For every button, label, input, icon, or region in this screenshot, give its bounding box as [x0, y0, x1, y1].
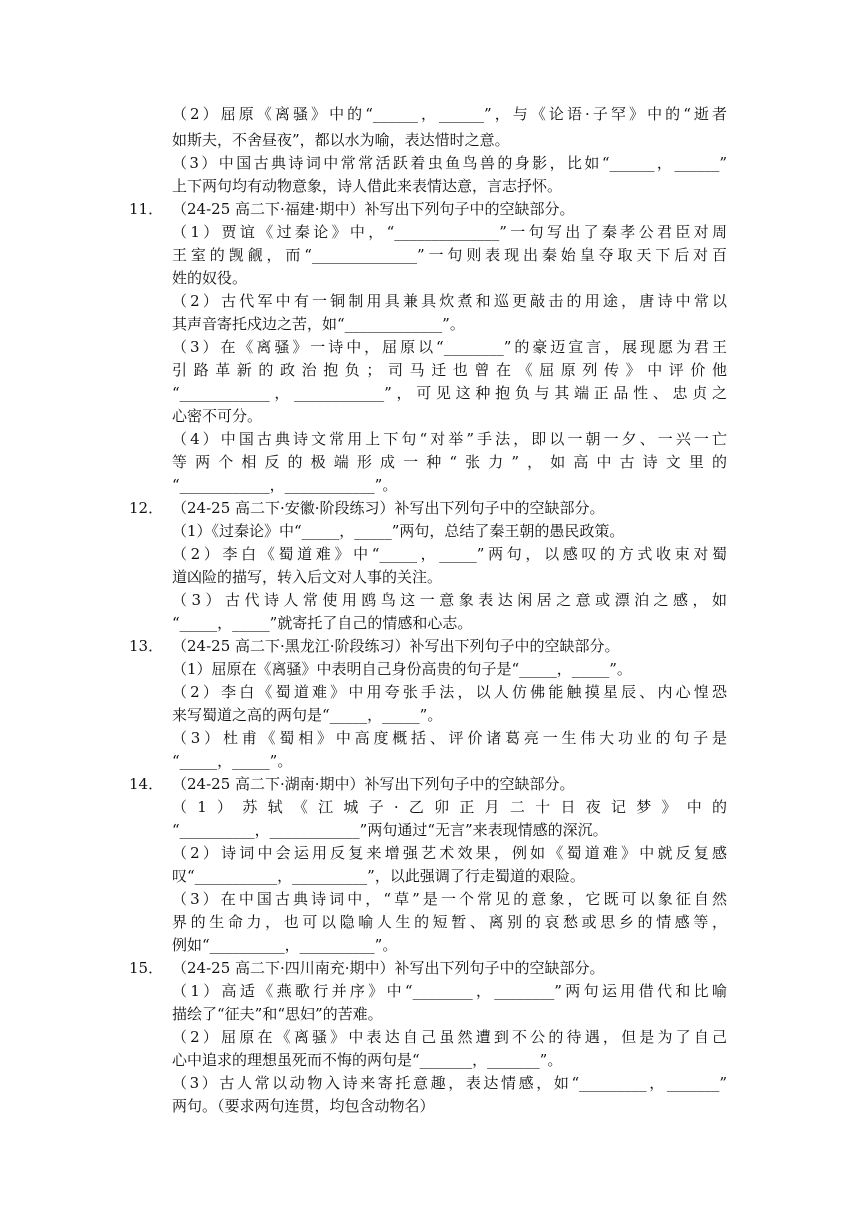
- q14-part1-line1: （1）苏轼《江城子·乙卯正月二十日夜记梦》中的: [172, 798, 727, 816]
- q11-part1-line2: 王室的觊觎，而“______________”一句则表现出秦始皇夺取天下后对百: [172, 246, 727, 264]
- q14-part3-line2: 界的生命力，也可以隐喻人生的短暂、离别的哀愁或思乡的情感等，: [172, 913, 727, 931]
- q15-part3-line2: 两句。（要求两句连贯，均包含动物名）: [172, 1097, 435, 1115]
- q12-part2-line1: （2）李白《蜀道难》中“_____，_____”两句，以感叹的方式收束对蜀: [172, 545, 727, 563]
- q11-part3-line1: （3）在《离骚》一诗中，屈原以“________”的豪迈宣言，展现愿为君王: [172, 338, 727, 356]
- q15-part2-line2: 心中追求的理想虽死而不悔的两句是“_______，_______”。: [172, 1051, 563, 1069]
- q12-part1-line1: （1）《过秦论》中“_____，_____”两句，总结了秦王朝的愚民政策。: [172, 522, 625, 540]
- q12-part3-line2: “_____，_____”就寄托了自己的情感和心志。: [172, 614, 473, 632]
- q10-part3-line1: （3）中国古典诗词中常常活跃着虫鱼鸟兽的身影，比如“______，______”: [172, 154, 727, 172]
- question-number-13: 13．: [129, 637, 164, 655]
- q13-stem: （24-25 高二下·黑龙江·阶段练习）补写出下列句子中的空缺部分。: [172, 637, 620, 655]
- q12-part2-line2: 道凶险的描写，转入后文对人事的关注。: [172, 568, 443, 586]
- q14-part3-line3: 例如“__________，__________”。: [172, 936, 398, 954]
- q15-part3-line1: （3）古人常以动物入诗来寄托意趣，表达情感，如“_________，_______”: [172, 1074, 727, 1092]
- q11-part1-line3: 姓的奴役。: [172, 269, 248, 287]
- q14-part2-line2: 叹“___________，__________”，以此强调了行走蜀道的艰险。: [172, 867, 585, 885]
- question-number-12: 12．: [129, 499, 164, 517]
- q15-part1-line2: 描绘了“征夫”和“思妇”的苦难。: [172, 1005, 383, 1023]
- q14-stem: （24-25 高二下·湖南·期中）补写出下列句子中的空缺部分。: [172, 775, 575, 793]
- q12-part3-line1: （3）古代诗人常使用鸥鸟这一意象表达闲居之意或漂泊之感，如: [172, 591, 727, 609]
- q10-part2-line2: 如斯夫，不舍昼夜”，都以水为喻，表达惜时之意。: [172, 131, 510, 149]
- q13-part3-line1: （3）杜甫《蜀相》中高度概括、评价诸葛亮一生伟大功业的句子是: [172, 729, 727, 747]
- question-number-15: 15．: [129, 959, 164, 977]
- q14-part2-line1: （2）诗词中会运用反复来增强艺术效果，例如《蜀道难》中就反复感: [172, 844, 727, 862]
- q10-part2-line1: （2）屈原《离骚》中的“______，______”，与《论语·子罕》中的“逝者: [172, 105, 727, 123]
- q14-part1-line2: “__________，____________”两句通过“无言”来表现情感的深沉。: [172, 821, 608, 839]
- q11-part4-line2: 等两个相反的极端形成一种“张力”，如高中古诗文里的: [172, 453, 727, 471]
- q10-part3-line2: 上下两句均有动物意象，诗人借此来表情达意，言志抒怀。: [172, 177, 563, 195]
- q13-part2-line1: （2）李白《蜀道难》中用夸张手法，以人仿佛能触摸星辰、内心惶恐: [172, 683, 727, 701]
- q13-part3-line2: “_____，_____”。: [172, 752, 293, 770]
- q13-part2-line2: 来写蜀道之高的两句是“_____，_____”。: [172, 706, 443, 724]
- question-number-11: 11．: [129, 200, 164, 218]
- q15-part2-line1: （2）屈原在《离骚》中表达自己虽然遭到不公的待遇，但是为了自己: [172, 1028, 727, 1046]
- q15-part1-line1: （1）高适《燕歌行并序》中“________，________”两句运用借代和比喻: [172, 982, 727, 1000]
- q13-part1-line1: （1）屈原在《离骚》中表明自己身份高贵的句子是“_____，_____”。: [172, 660, 632, 678]
- question-number-14: 14．: [129, 775, 164, 793]
- q11-stem: （24-25 高二下·福建·期中）补写出下列句子中的空缺部分。: [172, 200, 575, 218]
- q11-part3-line2: 引路革新的政治抱负；司马迁也曾在《屈原列传》中评价他: [172, 361, 727, 379]
- q11-part3-line3: “____________，____________”，可见这种抱负与其端正品性、忠贞之: [172, 384, 727, 402]
- q11-part2-line1: （2）古代军中有一铜制用具兼具炊煮和巡更敲击的用途，唐诗中常以: [172, 292, 727, 310]
- q11-part3-line4: 心密不可分。: [172, 407, 263, 425]
- q11-part4-line1: （4）中国古典诗文常用上下句“对举”手法，即以一朝一夕、一兴一亡: [172, 430, 727, 448]
- q15-stem: （24-25 高二下·四川南充·期中）补写出下列句子中的空缺部分。: [172, 959, 605, 977]
- q11-part1-line1: （1）贾谊《过秦论》中，“______________”一句写出了秦孝公君臣对周: [172, 223, 727, 241]
- q14-part3-line1: （3）在中国古典诗词中，“草”是一个常见的意象，它既可以象征自然: [172, 890, 727, 908]
- q11-part4-line3: “____________，____________”。: [172, 476, 398, 494]
- q11-part2-line2: 其声音寄托戍边之苦，如“_____________”。: [172, 315, 465, 333]
- q12-stem: （24-25 高二下·安徽·阶段练习）补写出下列句子中的空缺部分。: [172, 499, 605, 517]
